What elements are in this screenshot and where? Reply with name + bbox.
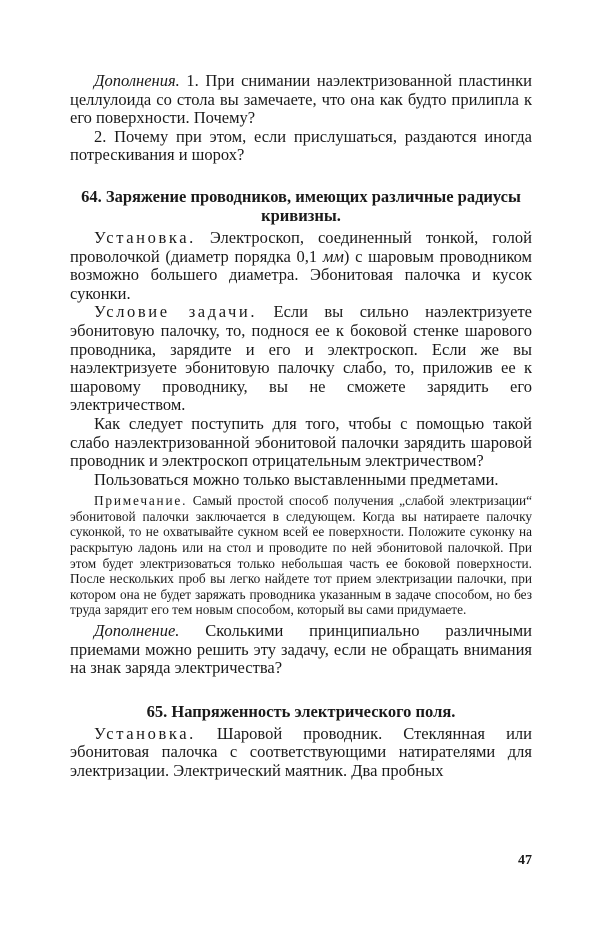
supplement-label: Дополнения. (94, 71, 180, 90)
task-label: Условие задачи. (94, 302, 258, 322)
section-64-setup: Установка. Электроскоп, соединенный тонкой, голой проволочкой (диаметр порядка 0,1 мм) с шаровым проводником возможно большего диаметра. Эбонитовая палочка и кусок суконки. (70, 227, 533, 303)
section-65-setup: Установка. Шаровой проводник. Стеклянная или эбонитовая палочка с соответствующими натирателями для электризации. Электрический маятник. Два пробных (70, 723, 532, 780)
setup-label: Установка. (94, 227, 196, 247)
section-64-supplement: Дополнение. Сколькими принципиально различными приемами можно решить эту задачу, если не обращать внимания на знак заряда электричества? (70, 621, 532, 678)
section-65-title: 65. Напряженность электрического поля. (146, 701, 456, 721)
supplement-item-1: 1. При снимании наэлектризованной пластинки целлулоида со стола вы замечаете, что она как будто прилипла к его поверхности. Почему? (70, 71, 532, 128)
section-64-note: Примечание. Самый простой способ получения „слабой электризации“ эбонитовой палочки заключается в следующем. Когда вы натираете палочку суконкой, то не охватывайте сукном всей ее поверхности. Положите суконку на раскрытую ладонь или на стол и проводите по ней эбонитовой палочкой. При этом будет электризоваться только небольшая часть ее боковой поверхности. После нескольких проб вы легко найдете тот прием электризации палочки, при котором она не будет заряжать проводника указанным в задаче способом, но без труда зарядит его тем новым способом, который вы сами придумаете. (70, 493, 532, 618)
supplement-paragraph-2: 2. Почему при этом, если прислушаться, раздаются иногда потрескивания и шорох? (70, 126, 532, 165)
page-content (70, 72, 532, 781)
unit-mm: мм (322, 246, 344, 266)
section-64-task: Условие задачи. Если вы сильно наэлектризуете эбонитовую палочку, то, поднося ее к боковой стенке шарового проводника, зарядите и его и электроскоп. Если же вы наэлектризуете эбонитовую палочку слабо, то, приложив ее к шаровому проводнику, вы не сможете зарядить его электричеством. (70, 302, 532, 415)
note-label: Примечание. (94, 493, 188, 509)
page-number: 47 (518, 853, 532, 868)
section-64-title: 64. Заряжение проводников, имеющих различные радиусы кривизны. (81, 186, 521, 225)
supplement-paragraph-1 (70, 72, 532, 128)
supplement-label: Дополнение. (94, 621, 180, 641)
section-64-restriction: Пользоваться можно только выставленными предметами. (94, 469, 499, 489)
setup-label: Установка. (94, 723, 196, 743)
section-64-question: Как следует поступить для того, чтобы с помощью такой слабо наэлектризованной эбонитовой палочки зарядить шаровой проводник и электроскоп отрицательным электричеством? (70, 413, 532, 471)
